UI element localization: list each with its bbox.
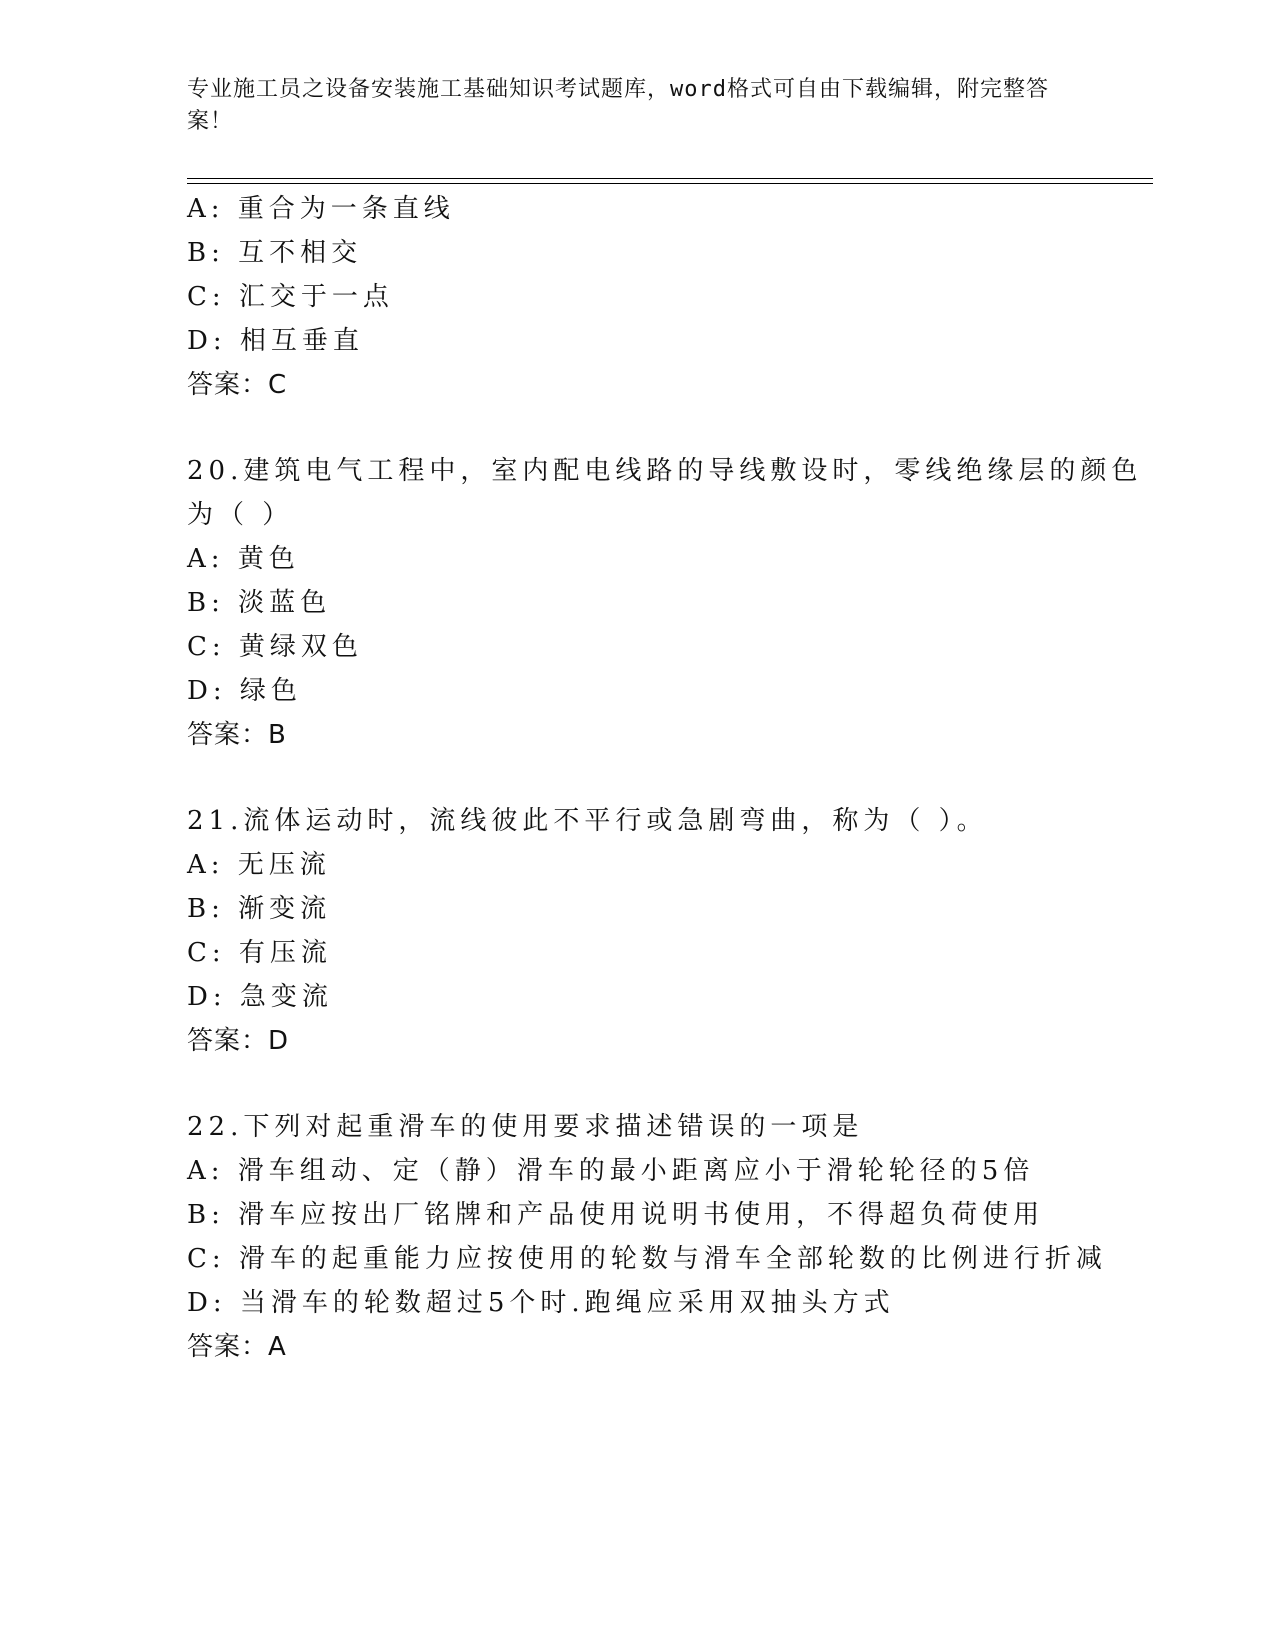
option-d: D: 相互垂直 xyxy=(187,326,364,356)
option-d: D: 急变流 xyxy=(187,982,333,1012)
option-a: A: 无压流 xyxy=(187,850,331,880)
option-c: C: 黄绿双色 xyxy=(187,632,363,662)
option-b: B: 滑车应按出厂铭牌和产品使用说明书使用，不得超负荷使用 xyxy=(187,1200,1045,1230)
question-stem: 21.流体运动时，流线彼此不平行或急剧弯曲，称为（ ）。 xyxy=(187,806,988,836)
option-d: D: 绿色 xyxy=(187,676,302,706)
option-a: A: 重合为一条直线 xyxy=(187,194,455,224)
option-d: D: 当滑车的轮数超过5个时.跑绳应采用双抽头方式 xyxy=(187,1288,895,1318)
document-header: 专业施工员之设备安装施工基础知识考试题库，word格式可自由下载编辑，附完整答案！ xyxy=(187,77,1049,134)
option-b: B: 淡蓝色 xyxy=(187,588,332,618)
answer-line: 答案：A xyxy=(187,1332,287,1362)
answer-line: 答案：C xyxy=(187,370,288,400)
option-b: B: 互不相交 xyxy=(187,238,363,268)
option-a: A: 滑车组动、定（静）滑车的最小距离应小于滑轮轮径的5倍 xyxy=(187,1156,1035,1186)
answer-line: 答案：D xyxy=(187,1026,290,1056)
option-b: B: 渐变流 xyxy=(187,894,332,924)
option-c: C: 汇交于一点 xyxy=(187,282,394,312)
question-stem: 22.下列对起重滑车的使用要求描述错误的一项是 xyxy=(187,1112,864,1142)
header-divider-top xyxy=(187,178,1153,179)
option-a: A: 黄色 xyxy=(187,544,300,574)
header-divider-bottom xyxy=(187,183,1153,184)
option-c: C: 有压流 xyxy=(187,938,332,968)
question-stem-continued: 为（ ） xyxy=(187,500,294,530)
answer-line: 答案：B xyxy=(187,720,287,750)
question-stem: 20.建筑电气工程中，室内配电线路的导线敷设时，零线绝缘层的颜色 xyxy=(187,456,1143,486)
option-c: C: 滑车的起重能力应按使用的轮数与滑车全部轮数的比例进行折减 xyxy=(187,1244,1107,1274)
